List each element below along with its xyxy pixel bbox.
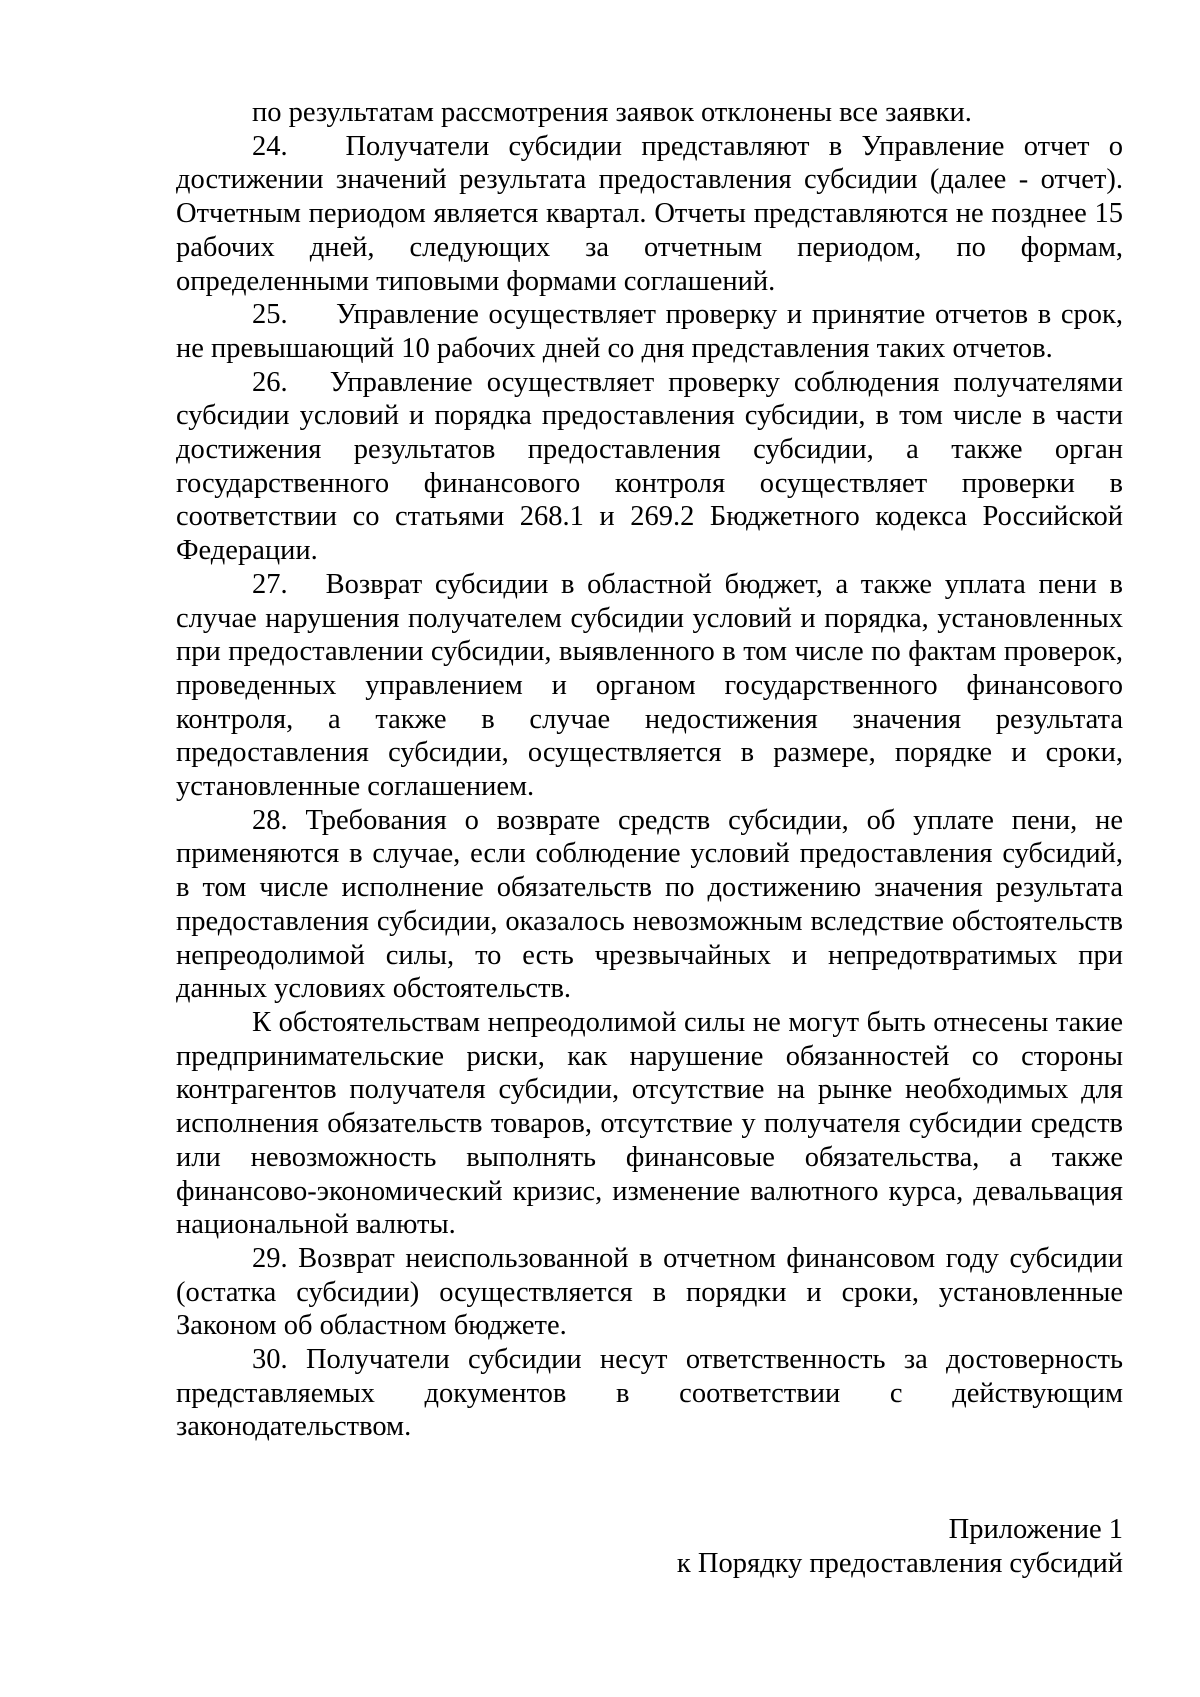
appendix-subtitle: к Порядку предоставления субсидий xyxy=(676,1548,1123,1579)
paragraph-28: 28. Требования о возврате средств субсидии, об уплате пени, не применяются в случае, если соблюдение условий предоставления субсидий, в том числе исполнение обязательств по достижению значения результата предоставления субсидии, оказалось невозможным вследствие обстоятельств непреодолимой силы, то есть чрезвычайных и непредотвратимых при данных условиях обстоятельств. xyxy=(176,804,1123,1005)
paragraph-26: 26. Управление осуществляет проверку соблюдения получателями субсидии условий и порядка предоставления субсидии, в том числе в части достижения результатов предоставления субсидии, а также орган государственного финансового контроля осуществляет проверки в соответствии со статьями 268.1 и 269.2 Бюджетного кодекса Российской Федерации. xyxy=(176,366,1123,567)
paragraph-30: 30. Получатели субсидии несут ответственность за достоверность представляемых документов в соответствии с действующим законодательством. xyxy=(176,1344,1123,1443)
document-body xyxy=(176,96,1123,1444)
paragraph-continuation: по результатам рассмотрения заявок отклонены все заявки. xyxy=(252,97,972,128)
appendix-title: Приложение 1 xyxy=(948,1514,1123,1545)
paragraph-27: 27. Возврат субсидии в областной бюджет, а также уплата пени в случае нарушения получателем субсидии условий и порядка, установленных при предоставлении субсидии, выявленного в том числе по фактам проверок, проведенных управлением и органом государственного финансового контроля, а также в случае недостижения значения результата предоставления субсидии, осуществляется в размере, порядке и сроки, установленные соглашением. xyxy=(176,568,1123,803)
paragraph-force-majeure: К обстоятельствам непреодолимой силы не могут быть отнесены такие предпринимательские риски, как нарушение обязанностей со стороны контрагентов получателя субсидии, отсутствие на рынке необходимых для исполнения обязательств товаров, отсутствие у получателя субсидии средств или невозможность выполнять финансовые обязательства, а также финансово-экономический кризис, изменение валютного курса, девальвация национальной валюты. xyxy=(176,1006,1123,1241)
paragraph-24: 24. Получатели субсидии представляют в Управление отчет о достижении значений результата предоставления субсидии (далее - отчет). Отчетным периодом является квартал. Отчеты представляются не позднее 15 рабочих дней, следующих за отчетным периодом, по формам, определенными типовыми формами соглашений. xyxy=(176,130,1123,297)
appendix-caption xyxy=(677,1513,1123,1581)
paragraph-25: 25. Управление осуществляет проверку и принятие отчетов в срок, не превышающий 10 рабочих дней со дня представления таких отчетов. xyxy=(176,299,1123,364)
paragraph-29: 29. Возврат неиспользованной в отчетном финансовом году субсидии (остатка субсидии) осуществляется в порядки и сроки, установленные Законом об областном бюджете. xyxy=(176,1242,1123,1342)
